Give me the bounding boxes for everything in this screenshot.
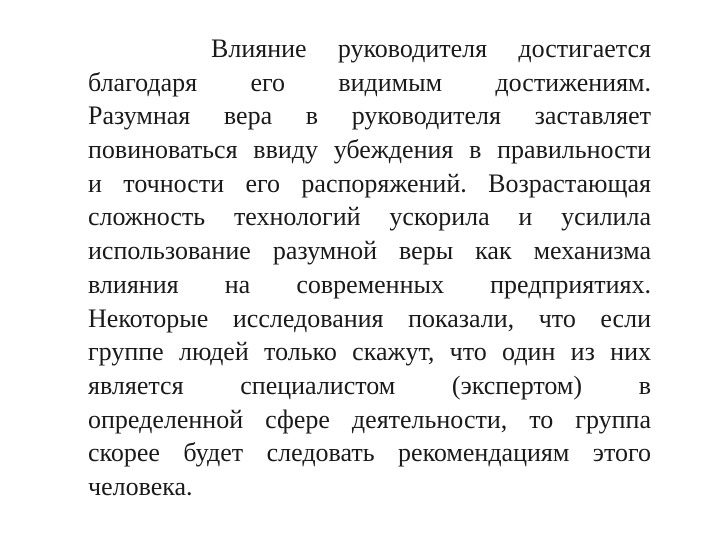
body-paragraph xyxy=(88,32,651,504)
paragraph-line-11: является специалистом (экспертом) в xyxy=(88,370,651,400)
paragraph-line-13: скорее будет следовать рекомендациям этого xyxy=(88,438,651,468)
paragraph-line-12: определенной сфере деятельности, то группа xyxy=(88,404,651,434)
paragraph-line-2: благодаря его видимым достижениям. xyxy=(88,67,651,97)
paragraph-line-4: повиноваться ввиду убеждения в правильности xyxy=(88,135,651,165)
paragraph-line-5: и точности его распоряжений. Возрастающая xyxy=(88,168,651,198)
paragraph-line-10: группе людей только скажут, что один из них xyxy=(88,337,651,367)
paragraph-line-1: Влияние руководителя достигается xyxy=(211,34,651,63)
paragraph-line-6: сложность технологий ускорила и усилила xyxy=(88,202,651,232)
paragraph-line-14: человека. xyxy=(88,471,193,501)
paragraph-line-9: Некоторые исследования показали, что если xyxy=(88,303,651,333)
paragraph-line-3: Разумная вера в руководителя заставляет xyxy=(88,101,651,131)
paragraph-line-7: использование разумной веры как механизма xyxy=(88,236,651,266)
paragraph-line-8: влияния на современных предприятиях. xyxy=(88,269,651,299)
